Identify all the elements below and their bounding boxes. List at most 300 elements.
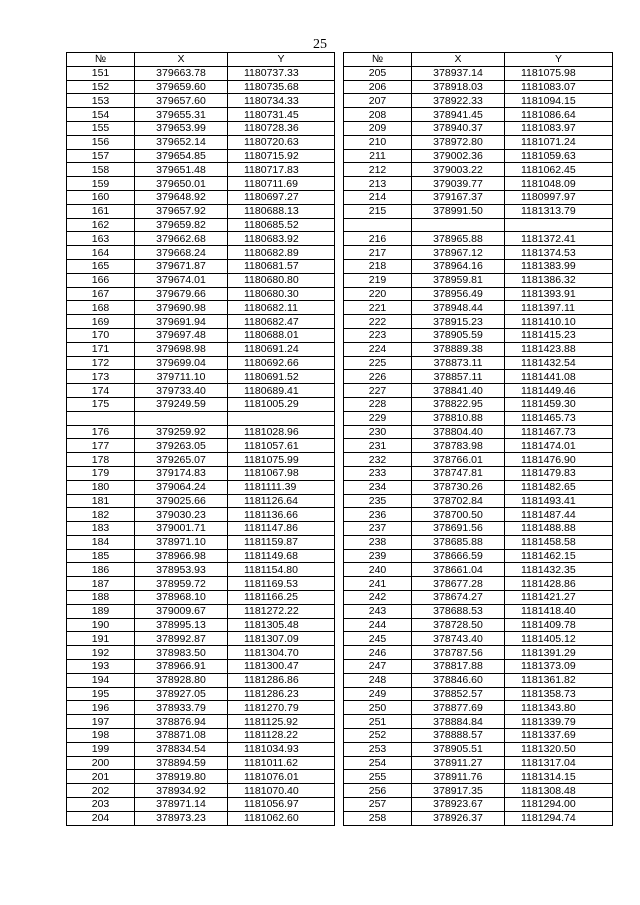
point-number-cell: 182 [67,508,135,522]
y-coordinate-cell: 1181034.93 [228,742,335,756]
empty-row [67,411,335,425]
table-row [344,453,613,467]
point-number-cell: 245 [344,632,412,646]
y-coordinate-cell: 1181154.80 [228,563,335,577]
x-coordinate-cell: 378995.13 [135,618,228,632]
y-coordinate-cell: 1181059.63 [505,149,613,163]
y-coordinate-cell: 1181128.22 [228,729,335,743]
point-number-cell: 218 [344,259,412,273]
y-coordinate-cell: 1180728.36 [228,121,335,135]
y-coordinate-cell: 1181372.41 [505,232,613,246]
point-number-cell: 219 [344,273,412,287]
coordinates-table-right [343,52,613,826]
x-coordinate-cell: 378884.84 [412,715,505,729]
x-coordinate-cell: 378983.50 [135,646,228,660]
point-number-cell: 256 [344,784,412,798]
x-coordinate-cell: 378783.98 [412,439,505,453]
point-number-cell: 249 [344,687,412,701]
point-number-cell: 230 [344,425,412,439]
x-coordinate-cell: 379699.04 [135,356,228,370]
y-coordinate-cell: 1181011.62 [228,756,335,770]
point-number-cell: 217 [344,246,412,260]
y-coordinate-cell: 1181075.99 [228,453,335,467]
y-coordinate-cell: 1181493.41 [505,494,613,508]
column-header-y: Y [228,53,335,67]
x-coordinate-cell: 379655.31 [135,108,228,122]
x-coordinate-cell: 378953.93 [135,563,228,577]
y-coordinate-cell: 1181474.01 [505,439,613,453]
y-coordinate-cell: 1180680.80 [228,273,335,287]
x-coordinate-cell: 378971.10 [135,535,228,549]
x-coordinate-cell: 378966.91 [135,660,228,674]
point-number-cell: 251 [344,715,412,729]
table-row [67,94,335,108]
x-coordinate-cell: 378702.84 [412,494,505,508]
point-number-cell: 191 [67,632,135,646]
x-coordinate-cell: 378972.80 [412,135,505,149]
y-coordinate-cell: 1180737.33 [228,66,335,80]
point-number-cell: 222 [344,315,412,329]
table-row [344,301,613,315]
table-row [344,756,613,770]
point-number-cell: 243 [344,604,412,618]
table-row [67,218,335,232]
y-coordinate-cell: 1181062.45 [505,163,613,177]
x-coordinate-cell: 378691.56 [412,522,505,536]
point-number-cell: 187 [67,577,135,591]
x-coordinate-cell: 379064.24 [135,480,228,494]
y-coordinate-cell: 1180734.33 [228,94,335,108]
y-coordinate-cell: 1180731.45 [228,108,335,122]
point-number-cell: 161 [67,204,135,218]
y-coordinate-cell [505,218,613,232]
point-number-cell: 188 [67,591,135,605]
table-header-row [344,53,613,67]
x-coordinate-cell: 379249.59 [135,397,228,411]
table-row [67,646,335,660]
table-row [67,660,335,674]
x-coordinate-cell: 378700.50 [412,508,505,522]
y-coordinate-cell: 1181308.48 [505,784,613,798]
point-number-cell [344,218,412,232]
y-coordinate-cell: 1181449.46 [505,384,613,398]
y-coordinate-cell: 1181094.15 [505,94,613,108]
x-coordinate-cell: 379648.92 [135,190,228,204]
x-coordinate-cell: 378968.10 [135,591,228,605]
x-coordinate-cell: 378964.16 [412,259,505,273]
table-row [344,287,613,301]
table-row [344,715,613,729]
x-coordinate-cell: 379030.23 [135,508,228,522]
y-coordinate-cell: 1181272.22 [228,604,335,618]
y-coordinate-cell: 1181467.73 [505,425,613,439]
point-number-cell: 151 [67,66,135,80]
y-coordinate-cell: 1180685.52 [228,218,335,232]
x-coordinate-cell: 379259.92 [135,425,228,439]
y-coordinate-cell: 1181294.00 [505,798,613,812]
y-coordinate-cell: 1180681.57 [228,259,335,273]
y-coordinate-cell: 1181397.11 [505,301,613,315]
table-row [67,715,335,729]
y-coordinate-cell: 1181487.44 [505,508,613,522]
table-row [344,591,613,605]
y-coordinate-cell: 1181317.04 [505,756,613,770]
x-coordinate-cell: 379662.68 [135,232,228,246]
x-coordinate-cell: 378747.81 [412,466,505,480]
table-row [67,798,335,812]
table-row [67,535,335,549]
x-coordinate-cell: 378965.88 [412,232,505,246]
point-number-cell: 156 [67,135,135,149]
x-coordinate-cell: 379657.92 [135,204,228,218]
point-number-cell: 198 [67,729,135,743]
point-number-cell: 185 [67,549,135,563]
table-row [67,190,335,204]
y-coordinate-cell: 1180683.92 [228,232,335,246]
x-coordinate-cell: 378959.72 [135,577,228,591]
table-row [344,163,613,177]
x-coordinate-cell: 379691.94 [135,315,228,329]
point-number-cell: 206 [344,80,412,94]
table-row [67,384,335,398]
y-coordinate-cell: 1181391.29 [505,646,613,660]
point-number-cell: 242 [344,591,412,605]
table-row [67,522,335,536]
table-row [344,563,613,577]
table-row [344,328,613,342]
page-number: 25 [313,37,327,52]
point-number-cell: 166 [67,273,135,287]
y-coordinate-cell: 1180680.30 [228,287,335,301]
point-number-cell: 165 [67,259,135,273]
x-coordinate-cell: 378810.88 [412,411,505,425]
y-coordinate-cell: 1181441.08 [505,370,613,384]
table-row [67,729,335,743]
y-coordinate-cell: 1181459.30 [505,397,613,411]
x-coordinate-cell: 379674.01 [135,273,228,287]
table-row [67,466,335,480]
x-coordinate-cell: 379167.37 [412,190,505,204]
x-coordinate-cell: 378971.14 [135,798,228,812]
table-row [67,121,335,135]
y-coordinate-cell: 1181048.09 [505,177,613,191]
x-coordinate-cell: 378940.37 [412,121,505,135]
table-row [67,177,335,191]
point-number-cell: 195 [67,687,135,701]
x-coordinate-cell [412,218,505,232]
point-number-cell: 244 [344,618,412,632]
y-coordinate-cell: 1181305.48 [228,618,335,632]
table-row [67,273,335,287]
table-row [344,177,613,191]
point-number-cell: 247 [344,660,412,674]
y-coordinate-cell: 1180689.41 [228,384,335,398]
y-coordinate-cell: 1180720.63 [228,135,335,149]
table-row [67,480,335,494]
y-coordinate-cell: 1180717.83 [228,163,335,177]
table-row [67,232,335,246]
x-coordinate-cell: 378917.35 [412,784,505,798]
x-coordinate-cell: 379733.40 [135,384,228,398]
table-row [67,108,335,122]
x-coordinate-cell: 378941.45 [412,108,505,122]
table-row [344,618,613,632]
table-row [67,508,335,522]
table-row [344,729,613,743]
point-number-cell: 169 [67,315,135,329]
table-row [344,425,613,439]
x-coordinate-cell: 379002.36 [412,149,505,163]
y-coordinate-cell: 1180997.97 [505,190,613,204]
table-row [67,591,335,605]
x-coordinate-cell: 378959.81 [412,273,505,287]
point-number-cell: 167 [67,287,135,301]
x-coordinate-cell: 379668.24 [135,246,228,260]
point-number-cell: 223 [344,328,412,342]
y-coordinate-cell: 1181147.86 [228,522,335,536]
x-coordinate-cell: 379698.98 [135,342,228,356]
point-number-cell: 246 [344,646,412,660]
point-number-cell: 178 [67,453,135,467]
table-row [344,480,613,494]
table-row [344,190,613,204]
table-row [67,356,335,370]
point-number-cell: 177 [67,439,135,453]
table-row [67,632,335,646]
y-coordinate-cell: 1181062.60 [228,811,335,825]
point-number-cell: 255 [344,770,412,784]
table-row [344,204,613,218]
point-number-cell: 207 [344,94,412,108]
table-row [67,66,335,80]
y-coordinate-cell: 1181423.88 [505,342,613,356]
y-coordinate-cell: 1181136.66 [228,508,335,522]
table-row [344,135,613,149]
x-coordinate-cell: 378934.92 [135,784,228,798]
point-number-cell: 186 [67,563,135,577]
x-coordinate-cell: 378991.50 [412,204,505,218]
y-coordinate-cell: 1180691.24 [228,342,335,356]
point-number-cell: 220 [344,287,412,301]
table-row [344,508,613,522]
table-row [344,687,613,701]
point-number-cell: 239 [344,549,412,563]
y-coordinate-cell: 1181409.78 [505,618,613,632]
x-coordinate-cell: 378871.08 [135,729,228,743]
table-row [344,770,613,784]
x-coordinate-cell: 379653.99 [135,121,228,135]
y-coordinate-cell: 1180682.47 [228,315,335,329]
point-number-cell: 199 [67,742,135,756]
table-row [344,273,613,287]
point-number-cell: 231 [344,439,412,453]
table-row [67,328,335,342]
x-coordinate-cell: 379174.83 [135,466,228,480]
x-coordinate-cell: 378873.11 [412,356,505,370]
point-number-cell: 228 [344,397,412,411]
x-coordinate-cell: 379697.48 [135,328,228,342]
table-row [344,701,613,715]
y-coordinate-cell: 1181462.15 [505,549,613,563]
table-row [344,577,613,591]
point-number-cell: 164 [67,246,135,260]
x-coordinate-cell: 379263.05 [135,439,228,453]
point-number-cell: 214 [344,190,412,204]
x-coordinate-cell: 379652.14 [135,135,228,149]
y-coordinate-cell: 1181071.24 [505,135,613,149]
y-coordinate-cell: 1181432.35 [505,563,613,577]
y-coordinate-cell: 1181286.23 [228,687,335,701]
y-coordinate-cell: 1181166.25 [228,591,335,605]
y-coordinate-cell: 1181083.97 [505,121,613,135]
y-coordinate-cell: 1181270.79 [228,701,335,715]
point-number-cell [67,411,135,425]
point-number-cell: 170 [67,328,135,342]
x-coordinate-cell: 379650.01 [135,177,228,191]
y-coordinate-cell: 1181358.73 [505,687,613,701]
x-coordinate-cell: 378661.04 [412,563,505,577]
y-coordinate-cell: 1181300.47 [228,660,335,674]
table-row [67,301,335,315]
point-number-cell: 209 [344,121,412,135]
table-row [67,259,335,273]
table-row [67,673,335,687]
y-coordinate-cell: 1181076.01 [228,770,335,784]
x-coordinate-cell: 378919.80 [135,770,228,784]
table-row [344,411,613,425]
x-coordinate-cell: 379009.67 [135,604,228,618]
y-coordinate-cell: 1181304.70 [228,646,335,660]
point-number-cell: 176 [67,425,135,439]
x-coordinate-cell: 378666.59 [412,549,505,563]
y-coordinate-cell: 1181476.90 [505,453,613,467]
x-coordinate-cell: 378911.76 [412,770,505,784]
x-coordinate-cell: 378911.27 [412,756,505,770]
table-row [344,798,613,812]
point-number-cell: 254 [344,756,412,770]
x-coordinate-cell: 378905.59 [412,328,505,342]
point-number-cell: 205 [344,66,412,80]
coordinates-table-left [66,52,335,826]
table-row [67,604,335,618]
x-coordinate-cell: 378922.33 [412,94,505,108]
point-number-cell: 233 [344,466,412,480]
y-coordinate-cell: 1181159.87 [228,535,335,549]
y-coordinate-cell: 1181320.50 [505,742,613,756]
x-coordinate-cell: 378743.40 [412,632,505,646]
y-coordinate-cell: 1181479.83 [505,466,613,480]
x-coordinate-cell: 379671.87 [135,259,228,273]
point-number-cell: 257 [344,798,412,812]
y-coordinate-cell: 1181125.92 [228,715,335,729]
x-coordinate-cell: 378923.67 [412,798,505,812]
table-row [344,494,613,508]
x-coordinate-cell: 378685.88 [412,535,505,549]
point-number-cell: 181 [67,494,135,508]
x-coordinate-cell: 378937.14 [412,66,505,80]
point-number-cell: 238 [344,535,412,549]
empty-row [344,218,613,232]
x-coordinate-cell: 378877.69 [412,701,505,715]
table-row [67,784,335,798]
x-coordinate-cell: 378822.95 [412,397,505,411]
point-number-cell: 248 [344,673,412,687]
table-row [67,135,335,149]
y-coordinate-cell: 1181421.27 [505,591,613,605]
x-coordinate-cell: 378677.28 [412,577,505,591]
x-coordinate-cell: 378915.23 [412,315,505,329]
table-row [67,80,335,94]
point-number-cell: 153 [67,94,135,108]
point-number-cell: 235 [344,494,412,508]
x-coordinate-cell: 378926.37 [412,811,505,825]
x-coordinate-cell: 378967.12 [412,246,505,260]
point-number-cell: 216 [344,232,412,246]
point-number-cell: 158 [67,163,135,177]
table-row [67,397,335,411]
x-coordinate-cell: 379654.85 [135,149,228,163]
point-number-cell: 174 [67,384,135,398]
x-coordinate-cell: 378894.59 [135,756,228,770]
point-number-cell: 160 [67,190,135,204]
y-coordinate-cell: 1181111.39 [228,480,335,494]
point-number-cell: 168 [67,301,135,315]
point-number-cell: 221 [344,301,412,315]
table-row [67,577,335,591]
y-coordinate-cell: 1181057.61 [228,439,335,453]
point-number-cell: 184 [67,535,135,549]
y-coordinate-cell: 1181294.74 [505,811,613,825]
point-number-cell: 157 [67,149,135,163]
point-number-cell: 162 [67,218,135,232]
table-row [344,342,613,356]
point-number-cell: 200 [67,756,135,770]
x-coordinate-cell: 378787.56 [412,646,505,660]
x-coordinate-cell: 379679.66 [135,287,228,301]
table-row [67,163,335,177]
y-coordinate-cell: 1180715.92 [228,149,335,163]
y-coordinate-cell: 1181126.64 [228,494,335,508]
table-row [344,632,613,646]
y-coordinate-cell: 1180735.68 [228,80,335,94]
y-coordinate-cell: 1180688.01 [228,328,335,342]
y-coordinate-cell: 1180691.52 [228,370,335,384]
x-coordinate-cell: 378846.60 [412,673,505,687]
y-coordinate-cell: 1181307.09 [228,632,335,646]
x-coordinate-cell: 378933.79 [135,701,228,715]
point-number-cell: 192 [67,646,135,660]
y-coordinate-cell: 1181067.98 [228,466,335,480]
point-number-cell: 210 [344,135,412,149]
table-row [344,384,613,398]
y-coordinate-cell: 1181286.86 [228,673,335,687]
y-coordinate-cell: 1181149.68 [228,549,335,563]
x-coordinate-cell: 378876.94 [135,715,228,729]
table-row [344,149,613,163]
point-number-cell: 189 [67,604,135,618]
column-header-number: № [344,53,412,67]
y-coordinate-cell: 1180697.27 [228,190,335,204]
point-number-cell: 203 [67,798,135,812]
column-header-number: № [67,53,135,67]
point-number-cell: 196 [67,701,135,715]
table-row [344,742,613,756]
x-coordinate-cell: 378928.80 [135,673,228,687]
y-coordinate-cell [228,411,335,425]
point-number-cell: 159 [67,177,135,191]
x-coordinate-cell: 379690.98 [135,301,228,315]
x-coordinate-cell: 379265.07 [135,453,228,467]
